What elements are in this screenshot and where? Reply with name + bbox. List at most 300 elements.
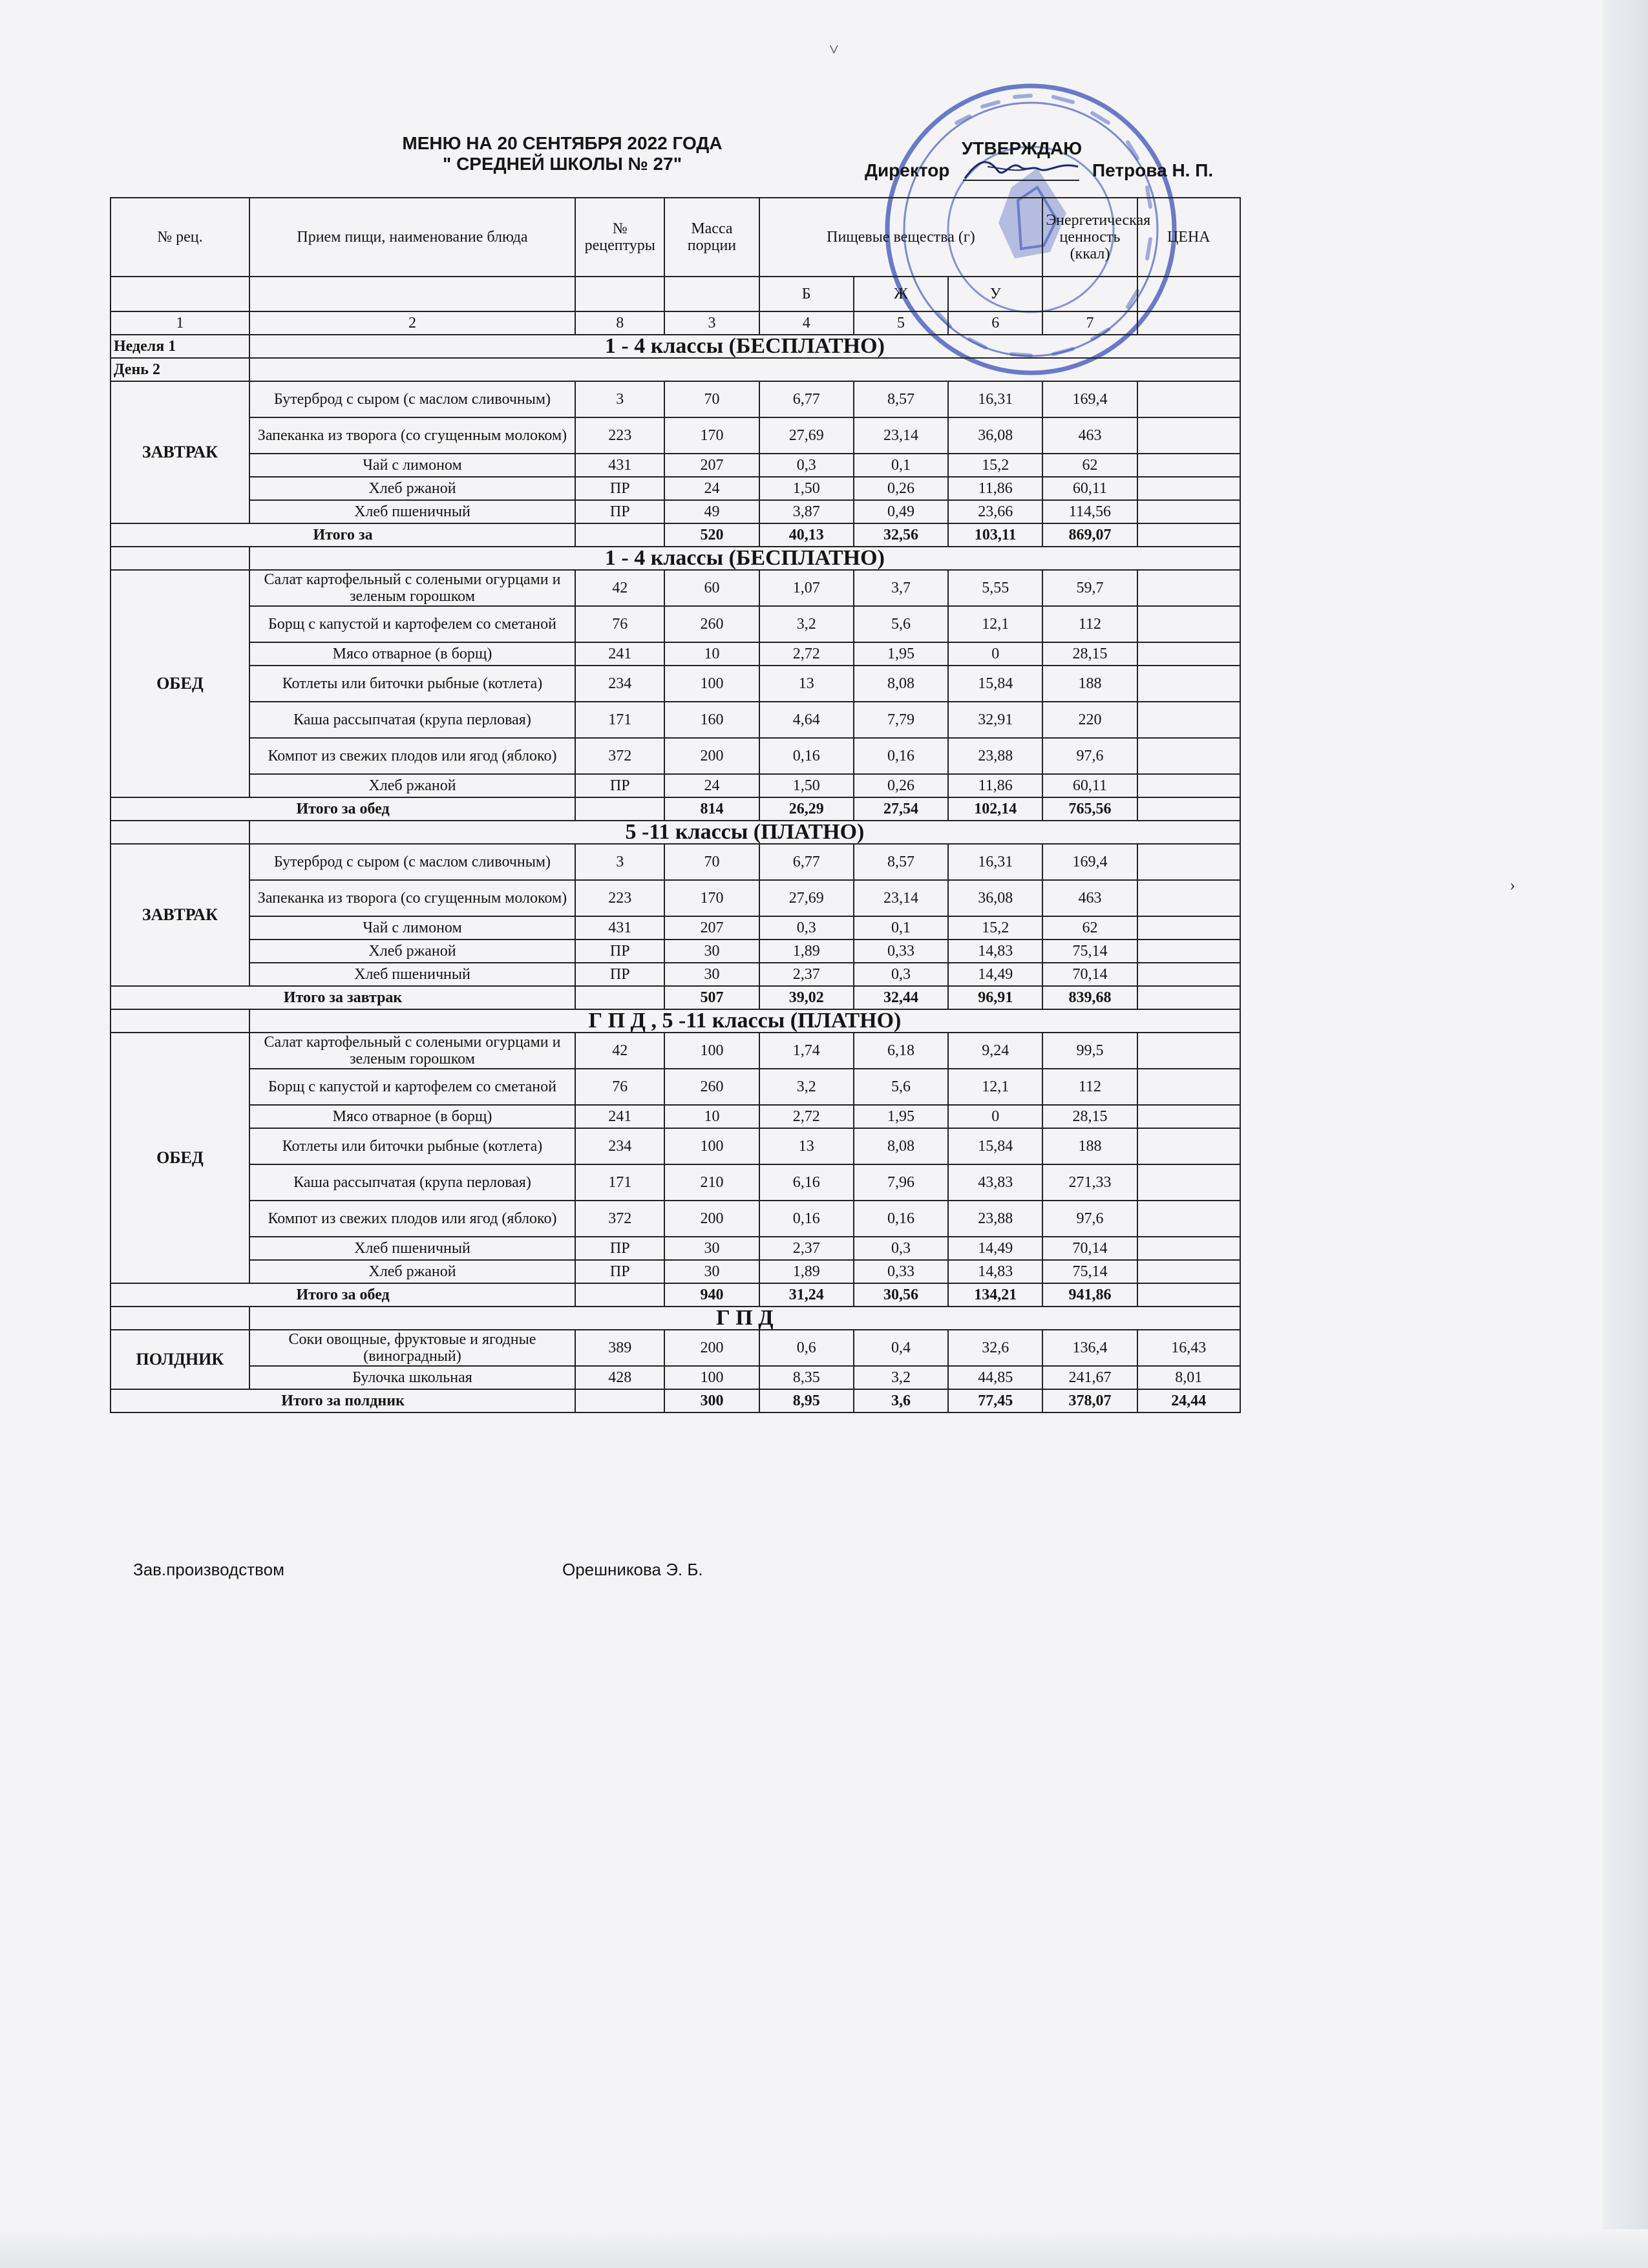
fat-value: 0,33 [854, 1260, 948, 1283]
price-value [1137, 844, 1240, 880]
protein-value: 0,3 [759, 454, 854, 477]
empty-cell [111, 547, 249, 570]
meal-label: ОБЕД [111, 1033, 249, 1283]
protein-value: 3,2 [759, 1069, 854, 1105]
table-row [111, 454, 1240, 477]
energy-value: 169,4 [1042, 381, 1137, 417]
energy-value: 188 [1042, 666, 1137, 702]
section-row [111, 1307, 1240, 1330]
recipe-no: 42 [575, 570, 664, 606]
dish-name: Котлеты или биточки рыбные (котлета) [249, 666, 575, 702]
price-value [1137, 500, 1240, 523]
week-label: Неделя 1 [111, 335, 249, 358]
col-b: Б [759, 277, 854, 311]
table-row [111, 1128, 1240, 1164]
energy-value: 112 [1042, 1069, 1137, 1105]
table-row [111, 1033, 1240, 1069]
energy-value: 463 [1042, 880, 1137, 916]
carb-value: 44,85 [948, 1366, 1042, 1389]
price-value [1137, 454, 1240, 477]
total-carb: 103,11 [948, 523, 1042, 547]
col-num: 3 [664, 311, 759, 335]
energy-value: 62 [1042, 454, 1137, 477]
fat-value: 1,95 [854, 1105, 948, 1128]
total-mass: 940 [664, 1283, 759, 1307]
fat-value: 7,96 [854, 1164, 948, 1201]
total-mass: 814 [664, 797, 759, 821]
scan-speck: ˅ [829, 40, 839, 59]
fat-value: 3,2 [854, 1366, 948, 1389]
total-label: Итого за [111, 523, 575, 547]
total-protein: 39,02 [759, 986, 854, 1009]
total-protein: 40,13 [759, 523, 854, 547]
page-edge-shadow [1603, 0, 1648, 2268]
dish-name: Мясо отварное (в борщ) [249, 1105, 575, 1128]
price-value [1137, 702, 1240, 738]
price-value: 16,43 [1137, 1330, 1240, 1366]
table-row [111, 880, 1240, 916]
price-value [1137, 666, 1240, 702]
total-price: 24,44 [1137, 1389, 1240, 1412]
carb-value: 23,88 [948, 738, 1042, 774]
table-row [111, 1260, 1240, 1283]
protein-value: 27,69 [759, 880, 854, 916]
carb-value: 15,84 [948, 666, 1042, 702]
page-bottom-shadow [0, 2229, 1648, 2268]
table-row [111, 702, 1240, 738]
energy-value: 60,11 [1042, 477, 1137, 500]
table-row [111, 500, 1240, 523]
total-fat: 32,56 [854, 523, 948, 547]
price-value [1137, 738, 1240, 774]
dish-name: Борщ с капустой и картофелем со сметаной [249, 1069, 575, 1105]
col-num: 2 [249, 311, 575, 335]
carb-value: 14,49 [948, 1237, 1042, 1260]
section-row [111, 547, 1240, 570]
price-value [1137, 774, 1240, 797]
price-value [1137, 940, 1240, 963]
recipe-no: ПР [575, 940, 664, 963]
portion-mass: 100 [664, 1033, 759, 1069]
price-value [1137, 1128, 1240, 1164]
empty-cell [575, 986, 664, 1009]
price-value [1137, 642, 1240, 666]
total-carb: 134,21 [948, 1283, 1042, 1307]
energy-value: 28,15 [1042, 1105, 1137, 1128]
fat-value: 3,7 [854, 570, 948, 606]
total-protein: 31,24 [759, 1283, 854, 1307]
energy-value: 220 [1042, 702, 1137, 738]
recipe-no: 241 [575, 642, 664, 666]
table-row [111, 570, 1240, 606]
director-name: Петрова Н. П. [1092, 160, 1214, 180]
col-num: 8 [575, 311, 664, 335]
dish-name: Запеканка из творога (со сгущенным молоком) [249, 880, 575, 916]
col-zh: Ж [854, 277, 948, 311]
recipe-no: 3 [575, 844, 664, 880]
col-dish: Прием пищи, наименование блюда [249, 198, 575, 277]
dish-name: Хлеб пшеничный [249, 963, 575, 986]
empty-cell [111, 1307, 249, 1330]
carb-value: 14,83 [948, 940, 1042, 963]
carb-value: 32,6 [948, 1330, 1042, 1366]
section-title: Г П Д , 5 -11 классы (ПЛАТНО) [249, 1009, 1240, 1033]
fat-value: 0,16 [854, 738, 948, 774]
dish-name: Хлеб ржаной [249, 940, 575, 963]
recipe-no: 431 [575, 454, 664, 477]
director-signature [962, 154, 1084, 186]
carb-value: 15,2 [948, 454, 1042, 477]
carb-value: 23,88 [948, 1201, 1042, 1237]
recipe-no: 42 [575, 1033, 664, 1069]
total-energy: 839,68 [1042, 986, 1137, 1009]
dish-name: Хлеб ржаной [249, 774, 575, 797]
column-number-row [111, 311, 1240, 335]
col-num: 6 [948, 311, 1042, 335]
fat-value: 5,6 [854, 1069, 948, 1105]
carb-value: 43,83 [948, 1164, 1042, 1201]
price-value [1137, 963, 1240, 986]
portion-mass: 100 [664, 1128, 759, 1164]
dish-name: Булочка школьная [249, 1366, 575, 1389]
title-line-2: " СРЕДНЕЙ ШКОЛЫ № 27" [443, 154, 682, 174]
fat-value: 8,08 [854, 666, 948, 702]
energy-value: 75,14 [1042, 940, 1137, 963]
dish-name: Чай с лимоном [249, 454, 575, 477]
price-value [1137, 1201, 1240, 1237]
empty-cell [575, 797, 664, 821]
carb-value: 16,31 [948, 844, 1042, 880]
dish-name: Котлеты или биточки рыбные (котлета) [249, 1128, 575, 1164]
table-row [111, 1164, 1240, 1201]
dish-name: Хлеб ржаной [249, 1260, 575, 1283]
recipe-no: 389 [575, 1330, 664, 1366]
energy-value: 112 [1042, 606, 1137, 642]
title-line-1: МЕНЮ НА 20 СЕНТЯБРЯ 2022 ГОДА [402, 133, 723, 153]
energy-value: 271,33 [1042, 1164, 1137, 1201]
dish-name: Компот из свежих плодов или ягод (яблоко) [249, 738, 575, 774]
protein-value: 1,50 [759, 774, 854, 797]
dish-name: Компот из свежих плодов или ягод (яблоко) [249, 1201, 575, 1237]
total-mass: 507 [664, 986, 759, 1009]
table-row [111, 477, 1240, 500]
energy-value: 28,15 [1042, 642, 1137, 666]
carb-value: 0 [948, 1105, 1042, 1128]
section-title: Г П Д [249, 1307, 1240, 1330]
total-label: Итого за обед [111, 797, 575, 821]
protein-value: 2,37 [759, 963, 854, 986]
fat-value: 5,6 [854, 606, 948, 642]
recipe-no: 234 [575, 666, 664, 702]
total-fat: 32,44 [854, 986, 948, 1009]
portion-mass: 49 [664, 500, 759, 523]
week-row [111, 335, 1240, 358]
portion-mass: 170 [664, 417, 759, 454]
carb-value: 11,86 [948, 774, 1042, 797]
recipe-no: 76 [575, 606, 664, 642]
empty-cell [1137, 1283, 1240, 1307]
total-energy: 378,07 [1042, 1389, 1137, 1412]
table-row [111, 381, 1240, 417]
recipe-no: 372 [575, 738, 664, 774]
dish-name: Салат картофельный с солеными огурцами и зеленым горошком [249, 570, 575, 606]
total-energy: 765,56 [1042, 797, 1137, 821]
portion-mass: 30 [664, 963, 759, 986]
dish-name: Хлеб пшеничный [249, 500, 575, 523]
portion-mass: 260 [664, 606, 759, 642]
document-title [336, 133, 788, 174]
total-fat: 3,6 [854, 1389, 948, 1412]
total-mass: 520 [664, 523, 759, 547]
energy-value: 70,14 [1042, 1237, 1137, 1260]
total-fat: 30,56 [854, 1283, 948, 1307]
portion-mass: 210 [664, 1164, 759, 1201]
dish-name: Бутерброд с сыром (с маслом сливочным) [249, 381, 575, 417]
energy-value: 241,67 [1042, 1366, 1137, 1389]
price-value [1137, 570, 1240, 606]
energy-value: 169,4 [1042, 844, 1137, 880]
carb-value: 14,83 [948, 1260, 1042, 1283]
portion-mass: 30 [664, 1260, 759, 1283]
protein-value: 4,64 [759, 702, 854, 738]
fat-value: 0,26 [854, 477, 948, 500]
price-value [1137, 880, 1240, 916]
table-row [111, 1069, 1240, 1105]
table-row [111, 1201, 1240, 1237]
protein-value: 6,16 [759, 1164, 854, 1201]
protein-value: 6,77 [759, 844, 854, 880]
energy-value: 75,14 [1042, 1260, 1137, 1283]
total-energy: 941,86 [1042, 1283, 1137, 1307]
portion-mass: 207 [664, 454, 759, 477]
carb-value: 32,91 [948, 702, 1042, 738]
portion-mass: 24 [664, 774, 759, 797]
total-row [111, 986, 1240, 1009]
price-value [1137, 1069, 1240, 1105]
dish-name: Каша рассыпчатая (крупа перловая) [249, 1164, 575, 1201]
dish-name: Запеканка из творога (со сгущенным молоком) [249, 417, 575, 454]
table-row [111, 1237, 1240, 1260]
portion-mass: 170 [664, 880, 759, 916]
recipe-no: 171 [575, 702, 664, 738]
empty-cell [575, 523, 664, 547]
protein-value: 2,37 [759, 1237, 854, 1260]
empty-cell [111, 821, 249, 844]
total-carb: 77,45 [948, 1389, 1042, 1412]
fat-value: 0,3 [854, 1237, 948, 1260]
col-energy: Энергетическая ценность (ккал) [1042, 198, 1137, 277]
empty-cell [575, 1389, 664, 1412]
recipe-no: 431 [575, 916, 664, 940]
recipe-no: 171 [575, 1164, 664, 1201]
protein-value: 0,16 [759, 1201, 854, 1237]
fat-value: 0,4 [854, 1330, 948, 1366]
portion-mass: 60 [664, 570, 759, 606]
fat-value: 1,95 [854, 642, 948, 666]
table-row [111, 940, 1240, 963]
recipe-no: 223 [575, 880, 664, 916]
total-protein: 26,29 [759, 797, 854, 821]
protein-value: 3,2 [759, 606, 854, 642]
carb-value: 5,55 [948, 570, 1042, 606]
dish-name: Соки овощные, фруктовые и ягодные (виноградный) [249, 1330, 575, 1366]
recipe-no: ПР [575, 500, 664, 523]
col-num: 7 [1042, 311, 1137, 335]
meal-label: ЗАВТРАК [111, 381, 249, 523]
col-nutrients: Пищевые вещества (г) [759, 198, 1043, 277]
section-title: 1 - 4 классы (БЕСПЛАТНО) [249, 547, 1240, 570]
protein-value: 6,77 [759, 381, 854, 417]
menu-table [110, 197, 1241, 1413]
approve-label: УТВЕРЖДАЮ [962, 138, 1083, 158]
total-row [111, 1283, 1240, 1307]
portion-mass: 24 [664, 477, 759, 500]
energy-value: 59,7 [1042, 570, 1137, 606]
section-title: 5 -11 классы (ПЛАТНО) [249, 821, 1240, 844]
fat-value: 23,14 [854, 417, 948, 454]
protein-value: 13 [759, 1128, 854, 1164]
carb-value: 23,66 [948, 500, 1042, 523]
energy-value: 62 [1042, 916, 1137, 940]
section-row [111, 821, 1240, 844]
carb-value: 15,2 [948, 916, 1042, 940]
energy-value: 60,11 [1042, 774, 1137, 797]
protein-value: 2,72 [759, 1105, 854, 1128]
energy-value: 188 [1042, 1128, 1137, 1164]
portion-mass: 260 [664, 1069, 759, 1105]
total-carb: 102,14 [948, 797, 1042, 821]
carb-value: 12,1 [948, 1069, 1042, 1105]
protein-value: 1,89 [759, 940, 854, 963]
protein-value: 1,50 [759, 477, 854, 500]
table-row [111, 963, 1240, 986]
carb-value: 12,1 [948, 606, 1042, 642]
price-value [1137, 606, 1240, 642]
total-carb: 96,91 [948, 986, 1042, 1009]
energy-value: 97,6 [1042, 1201, 1137, 1237]
portion-mass: 160 [664, 702, 759, 738]
col-u: У [948, 277, 1042, 311]
fat-value: 0,49 [854, 500, 948, 523]
fat-value: 0,1 [854, 916, 948, 940]
fat-value: 0,1 [854, 454, 948, 477]
fat-value: 0,26 [854, 774, 948, 797]
dish-name: Хлеб пшеничный [249, 1237, 575, 1260]
portion-mass: 200 [664, 1201, 759, 1237]
empty-cell [1137, 986, 1240, 1009]
col-recipe-no: № рецептуры [575, 198, 664, 277]
fat-value: 23,14 [854, 880, 948, 916]
col-num: 1 [111, 311, 249, 335]
total-energy: 869,07 [1042, 523, 1137, 547]
price-value [1137, 1164, 1240, 1201]
portion-mass: 200 [664, 1330, 759, 1366]
header-row [111, 198, 1240, 277]
price-value: 8,01 [1137, 1366, 1240, 1389]
fat-value: 8,08 [854, 1128, 948, 1164]
col-num: 4 [759, 311, 854, 335]
recipe-no: 223 [575, 417, 664, 454]
protein-value: 2,72 [759, 642, 854, 666]
fat-value: 7,79 [854, 702, 948, 738]
recipe-no: ПР [575, 477, 664, 500]
carb-value: 15,84 [948, 1128, 1042, 1164]
dish-name: Мясо отварное (в борщ) [249, 642, 575, 666]
table-row [111, 916, 1240, 940]
subheader-row [111, 277, 1240, 311]
table-row [111, 774, 1240, 797]
protein-value: 8,35 [759, 1366, 854, 1389]
price-value [1137, 1033, 1240, 1069]
meal-label: ОБЕД [111, 570, 249, 797]
carb-value: 14,49 [948, 963, 1042, 986]
fat-value: 8,57 [854, 844, 948, 880]
dish-name: Борщ с капустой и картофелем со сметаной [249, 606, 575, 642]
energy-value: 70,14 [1042, 963, 1137, 986]
price-value [1137, 417, 1240, 454]
price-value [1137, 916, 1240, 940]
total-label: Итого за обед [111, 1283, 575, 1307]
footer-name: Орешникова Э. Б. [562, 1560, 703, 1579]
dish-name: Хлеб ржаной [249, 477, 575, 500]
director-label: Директор [865, 160, 950, 180]
col-num: 5 [854, 311, 948, 335]
table-row [111, 1330, 1240, 1366]
total-label: Итого за полдник [111, 1389, 575, 1412]
empty-cell [1137, 523, 1240, 547]
recipe-no: 428 [575, 1366, 664, 1389]
total-label: Итого за завтрак [111, 986, 575, 1009]
col-rec-no: № рец. [111, 198, 249, 277]
protein-value: 13 [759, 666, 854, 702]
recipe-no: 372 [575, 1201, 664, 1237]
scan-speck: › [1510, 876, 1516, 894]
protein-value: 27,69 [759, 417, 854, 454]
total-row [111, 523, 1240, 547]
energy-value: 99,5 [1042, 1033, 1137, 1069]
total-fat: 27,54 [854, 797, 948, 821]
carb-value: 11,86 [948, 477, 1042, 500]
total-protein: 8,95 [759, 1389, 854, 1412]
recipe-no: 3 [575, 381, 664, 417]
recipe-no: 234 [575, 1128, 664, 1164]
recipe-no: ПР [575, 1260, 664, 1283]
table-row [111, 666, 1240, 702]
portion-mass: 10 [664, 642, 759, 666]
fat-value: 0,33 [854, 940, 948, 963]
protein-value: 1,89 [759, 1260, 854, 1283]
dish-name: Чай с лимоном [249, 916, 575, 940]
portion-mass: 30 [664, 1237, 759, 1260]
carb-value: 16,31 [948, 381, 1042, 417]
fat-value: 0,3 [854, 963, 948, 986]
fat-value: 8,57 [854, 381, 948, 417]
protein-value: 1,07 [759, 570, 854, 606]
dish-name: Бутерброд с сыром (с маслом сливочным) [249, 844, 575, 880]
portion-mass: 70 [664, 844, 759, 880]
price-value [1137, 1237, 1240, 1260]
section-title: 1 - 4 классы (БЕСПЛАТНО) [249, 335, 1240, 358]
recipe-no: 241 [575, 1105, 664, 1128]
protein-value: 0,3 [759, 916, 854, 940]
table-row [111, 738, 1240, 774]
dish-name: Салат картофельный с солеными огурцами и зеленым горошком [249, 1033, 575, 1069]
protein-value: 0,16 [759, 738, 854, 774]
portion-mass: 30 [664, 940, 759, 963]
table-row [111, 417, 1240, 454]
carb-value: 0 [948, 642, 1042, 666]
day-row [111, 358, 1240, 381]
